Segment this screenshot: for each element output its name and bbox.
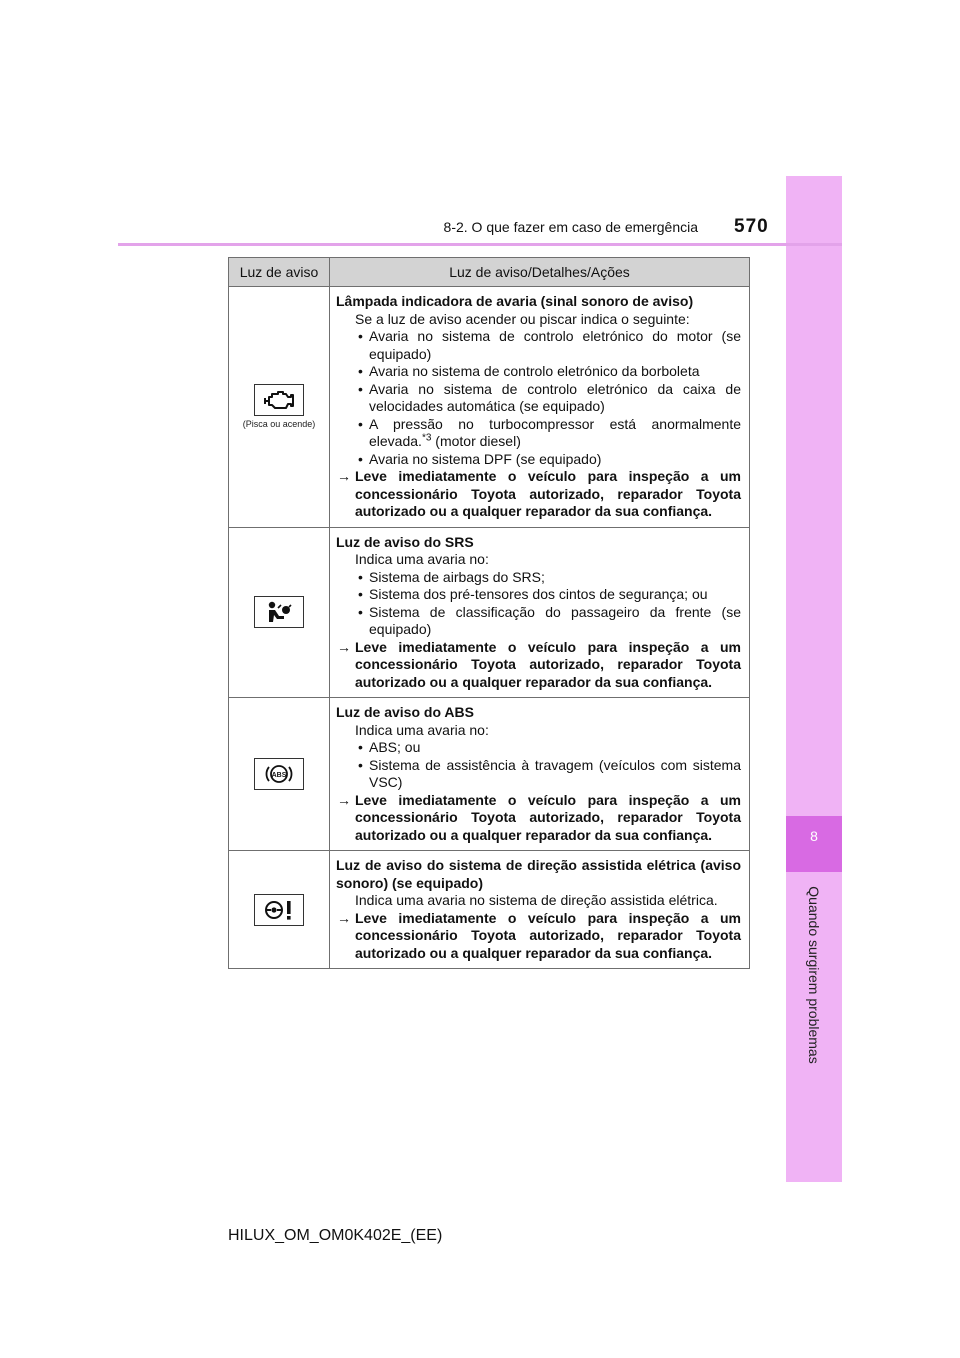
chapter-tab: [786, 816, 842, 872]
warning-intro: Se a luz de aviso acender ou piscar indica o seguinte:: [355, 310, 690, 327]
action-text: [336, 639, 741, 692]
srs-airbag-icon: [254, 596, 304, 628]
header-rule: [118, 243, 842, 246]
action-label: Leve imediatamente o veículo para inspeção a um concessionário Toyota autorizado, reparador Toyota autorizado ou a qualquer reparador da sua confiança.: [355, 791, 741, 843]
arrow-icon: →: [337, 791, 351, 808]
action-label: Leve imediatamente o veículo para inspeção a um concessionário Toyota autorizado, reparador Toyota autorizado ou a qualquer reparador da sua confiança.: [355, 909, 741, 961]
list-item-suffix: (motor diesel): [431, 433, 521, 449]
action-text: [336, 468, 741, 521]
table-row: [229, 287, 750, 528]
table-row: [229, 698, 750, 851]
action-label: Leve imediatamente o veículo para inspeção a um concessionário Toyota autorizado, reparador Toyota autorizado ou a qualquer reparador da sua confiança.: [355, 468, 741, 519]
abs-icon-text: ABS: [271, 772, 287, 779]
list-item: • Avaria no sistema de controlo eletrónico do motor (se equipado): [336, 328, 741, 363]
icon-cell: [229, 527, 330, 698]
description-cell: [330, 851, 750, 969]
list-item: • Avaria no sistema DPF (se equipado): [336, 451, 741, 469]
icon-caption: (Pisca ou acende): [242, 419, 316, 430]
column-header-light: Luz de aviso: [229, 258, 330, 287]
warning-intro: Indica uma avaria no:: [355, 721, 489, 738]
arrow-icon: →: [337, 468, 351, 484]
table-row: [229, 527, 750, 698]
list-item: [336, 416, 741, 451]
list-item: • ABS; ou: [336, 739, 741, 757]
abs-icon: [254, 758, 304, 790]
list-item: • Sistema de classificação do passageiro da frente (se equipado): [336, 604, 741, 639]
list-item: • Avaria no sistema de controlo eletrónico da borboleta: [336, 363, 741, 381]
action-label: Leve imediatamente o veículo para inspeção a um concessionário Toyota autorizado, reparador Toyota autorizado ou a qualquer reparador da sua confiança.: [355, 638, 741, 690]
action-text: [336, 792, 741, 845]
warning-intro: Indica uma avaria no sistema de direção assistida elétrica.: [355, 892, 718, 908]
footnote-ref: *3: [421, 432, 432, 444]
arrow-icon: →: [337, 638, 351, 655]
section-title: 8-2. O que fazer em caso de emergência: [443, 219, 698, 235]
list-item: • Avaria no sistema de controlo eletrónico da caixa de velocidades automática (se equipado): [336, 381, 741, 416]
chapter-title: Quando surgirem problemas: [806, 886, 822, 1064]
warning-title: Luz de aviso do SRS: [336, 533, 474, 550]
warning-title: Luz de aviso do ABS: [336, 704, 474, 720]
list-item-text: A pressão no turbocompressor está anormalmente elevada.: [369, 415, 741, 449]
action-text: [336, 910, 741, 963]
engine-check-icon: [254, 384, 304, 416]
description-cell: [330, 287, 750, 528]
table-row: [229, 851, 750, 969]
icon-cell: [229, 287, 330, 528]
warning-intro: Indica uma avaria no:: [355, 551, 489, 567]
column-header-details: Luz de aviso/Detalhes/Ações: [330, 258, 750, 287]
document-code: HILUX_OM_OM0K402E_(EE): [228, 1227, 443, 1244]
page-number: 570: [734, 216, 769, 237]
chapter-number: 8: [810, 828, 818, 844]
table-header-row: [229, 258, 750, 287]
list-item: • Sistema dos pré-tensores dos cintos de segurança; ou: [336, 586, 741, 604]
warning-title: Lâmpada indicadora de avaria (sinal sonoro de aviso): [336, 293, 694, 309]
list-item: • Sistema de airbags do SRS;: [336, 569, 741, 587]
description-cell: [330, 698, 750, 851]
power-steering-icon: [254, 894, 304, 926]
list-item: • Sistema de assistência à travagem (veículos com sistema VSC): [336, 757, 741, 792]
icon-cell: [229, 698, 330, 851]
arrow-icon: →: [337, 909, 351, 926]
warning-title: Luz de aviso do sistema de direção assistida elétrica (aviso sonoro) (se equipado): [336, 857, 741, 891]
warning-lights-table: [228, 257, 750, 969]
description-cell: [330, 527, 750, 698]
icon-cell: [229, 851, 330, 969]
